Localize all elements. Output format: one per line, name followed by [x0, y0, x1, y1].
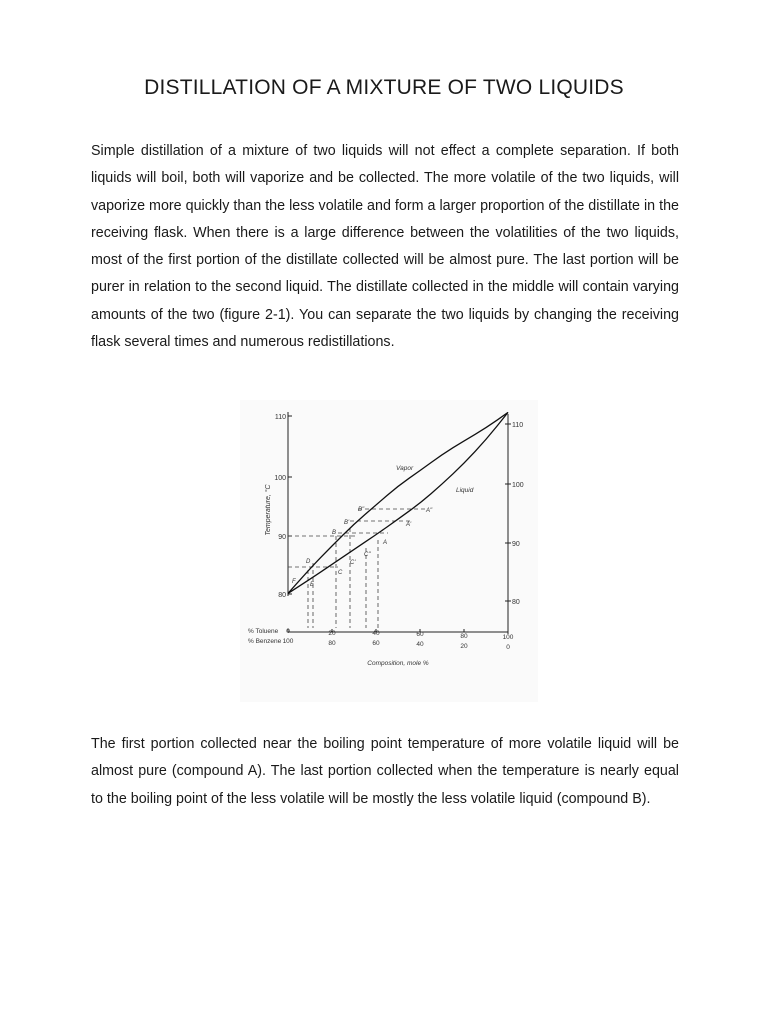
point-label-a-prime: A': [406, 522, 412, 528]
x-tick-toluene-40: 40: [372, 630, 380, 637]
point-label-d: D: [306, 559, 311, 565]
point-label-a-double-prime: A": [426, 508, 433, 514]
point-label-b-prime: B': [344, 520, 350, 526]
y-tick-right-100: 100: [512, 482, 524, 489]
point-label-c-double-prime: C": [364, 552, 371, 558]
y-axis-label: Temperature, °C: [265, 484, 272, 536]
y-tick-right-80: 80: [512, 599, 520, 606]
point-label-b: B: [332, 530, 337, 536]
vapor-curve-label: Vapor: [396, 465, 414, 472]
x-tick-benzene-40: 40: [416, 641, 424, 648]
benzene-row-label: % Benzene: [248, 638, 282, 645]
x-tick-toluene-60: 60: [416, 631, 424, 638]
intro-paragraph: Simple distillation of a mixture of two liquids will not effect a complete separation. If both liquids will boil, both will vaporize and be collected. The more volatile of the two liquids, will vaporize more quickly than the less volatile and form a larger proportion of the distillate in the receiving flask. When there is a large difference between the volatilities of the two liquids, most of the first portion of the distillate collected will be almost pure. The last portion will be purer in relation to the second liquid. The distillate collected in the middle will contain varying amounts of the two (figure 2-1). You can separate the two liquids by changing the receiving flask several times and numerous redistillations.: [91, 143, 679, 351]
x-axis-label: Composition, mole %: [367, 660, 429, 667]
figure-background: [240, 400, 538, 702]
y-tick-left-100: 100: [274, 475, 286, 482]
x-tick-toluene-0: 0: [286, 628, 290, 635]
conclusion-paragraph: The first portion collected near the boiling point temperature of more volatile liquid will be almost pure (compound A). The last portion collected when the temperature is nearly equal to the boiling point of the less volatile will be mostly the less volatile liquid (compound B).: [91, 736, 679, 807]
phase-diagram-svg: [240, 400, 538, 702]
point-label-a: A: [383, 540, 388, 546]
toluene-row-label: % Toluene: [248, 628, 279, 635]
x-tick-toluene-100: 100: [502, 634, 514, 641]
point-label-b-double-prime: B": [358, 507, 365, 513]
x-tick-benzene-20: 20: [460, 643, 468, 650]
distillation-phase-diagram: [240, 400, 538, 702]
y-tick-left-80: 80: [278, 592, 286, 599]
x-tick-benzene-60: 60: [372, 640, 380, 647]
point-label-c: C: [338, 570, 343, 576]
y-tick-left-110: 110: [274, 414, 286, 421]
y-tick-right-90: 90: [512, 541, 520, 548]
point-label-c-prime: C': [350, 560, 356, 566]
x-tick-toluene-20: 20: [328, 630, 336, 637]
x-tick-benzene-0: 0: [506, 644, 510, 651]
liquid-curve-label: Liquid: [456, 487, 474, 494]
point-label-e: E: [310, 582, 315, 588]
x-tick-toluene-80: 80: [460, 633, 468, 640]
y-tick-left-90: 90: [278, 534, 286, 541]
y-tick-right-110: 110: [512, 422, 524, 429]
point-label-f: F: [292, 579, 296, 585]
x-tick-benzene-100: 100: [282, 638, 294, 645]
x-tick-benzene-80: 80: [328, 640, 336, 647]
document-title: DISTILLATION OF A MIXTURE OF TWO LIQUIDS: [144, 76, 624, 99]
